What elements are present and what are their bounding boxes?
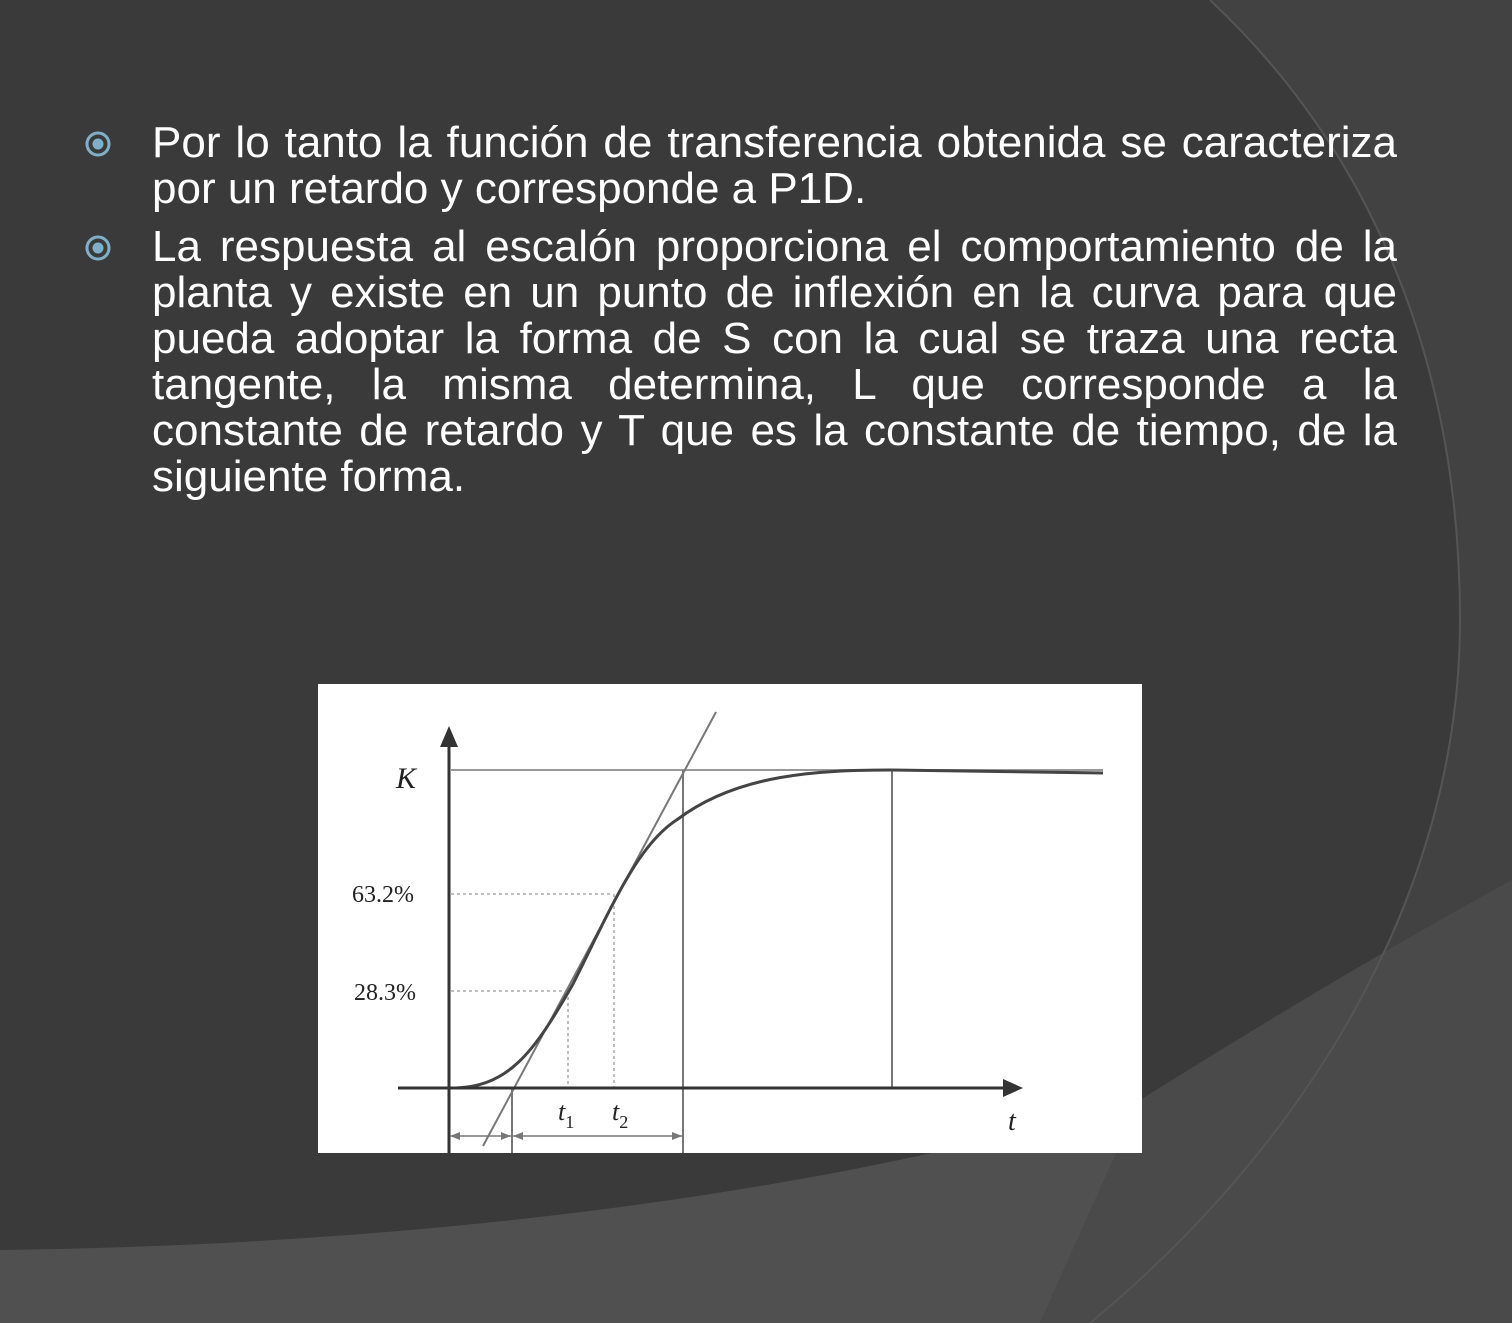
bullet-item xyxy=(84,224,1397,500)
target-bullet-icon xyxy=(84,130,112,158)
time-axis-arrow-icon xyxy=(1003,1079,1023,1097)
step-response-diagram xyxy=(318,684,1142,1153)
bullet-text: La respuesta al escalón proporciona el comportamiento de la planta y existe en un punto de inflexión en la curva para que pueda adoptar la forma de S con la cual se traza una recta tangente, la misma determina, L que corresponde a la constante de retardo y T que es la constante de tiempo, de la siguiente forma. xyxy=(152,222,1397,501)
amplitude-axis-arrow-icon xyxy=(440,726,458,747)
t1-label: $t_1$ xyxy=(558,1097,575,1132)
bullet-item xyxy=(84,120,1397,212)
t2-label: $t_2$ xyxy=(612,1097,629,1132)
l-interval-left-arrow-icon xyxy=(450,1132,460,1140)
target-bullet-icon xyxy=(84,234,112,262)
x-axis-label: t xyxy=(1008,1106,1016,1137)
step-response-figure xyxy=(318,684,1142,1153)
t-interval-left-arrow-icon xyxy=(513,1132,523,1140)
y-axis-label: K xyxy=(396,762,417,795)
level-label-63: 63.2% xyxy=(352,882,414,908)
bullet-text: Por lo tanto la función de transferencia obtenida se caracteriza por un retardo y corresponde a P1D. xyxy=(152,118,1397,213)
bullet-list xyxy=(84,120,1397,512)
l-interval-right-arrow-icon xyxy=(501,1132,511,1140)
step-response-curve xyxy=(451,770,1103,1088)
t-interval-right-arrow-icon xyxy=(672,1132,682,1140)
level-label-28: 28.3% xyxy=(354,980,416,1006)
